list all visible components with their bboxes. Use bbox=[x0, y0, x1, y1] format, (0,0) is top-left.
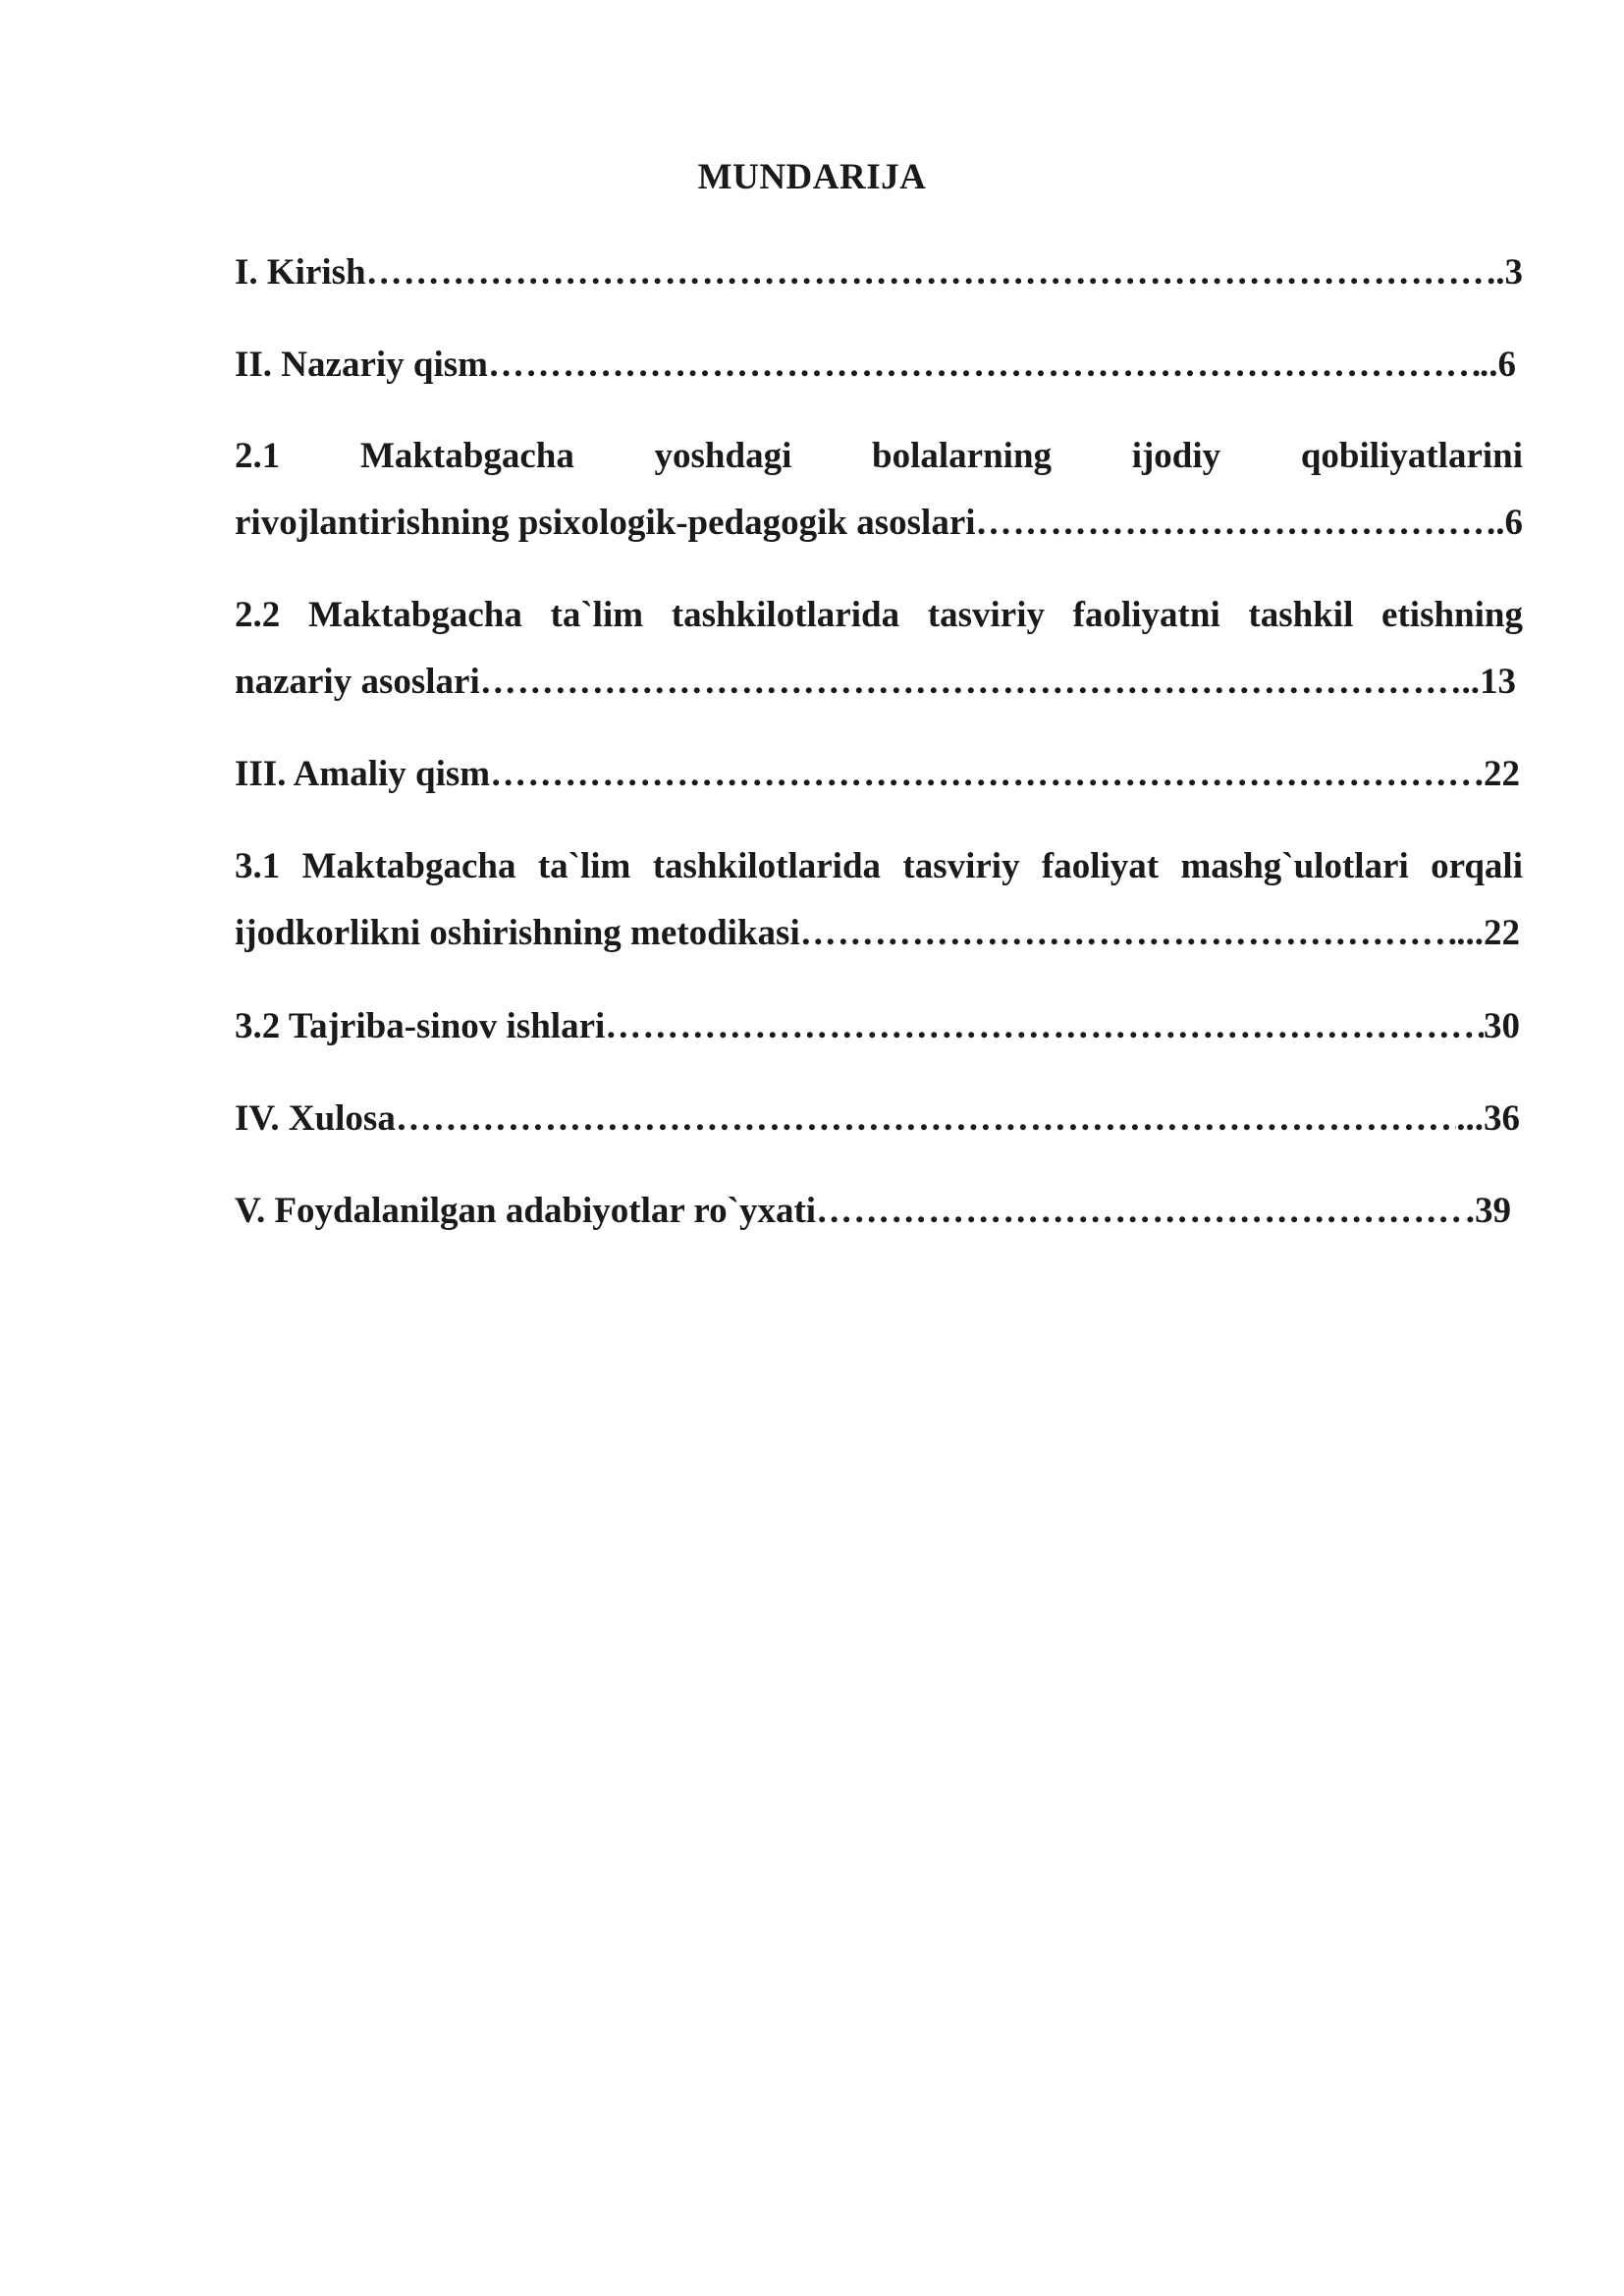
toc-page-number: ..6 bbox=[1487, 501, 1523, 546]
toc-entry-text: V. Foydalanilgan adabiyotlar ro`yxati bbox=[235, 1189, 816, 1234]
toc-page-number: .3 bbox=[1495, 250, 1523, 295]
toc-page-number: .22 bbox=[1475, 752, 1520, 797]
toc-entry-2-1-line1 bbox=[235, 434, 1523, 479]
toc-entry-2-1 bbox=[235, 501, 1523, 546]
toc-entry-text: rivojlantirishning psixologik-pedagogik asoslari bbox=[235, 501, 976, 546]
toc-entry-text: I. Kirish bbox=[235, 250, 366, 295]
dot-leader bbox=[488, 343, 1480, 388]
dot-leader bbox=[490, 752, 1475, 797]
dot-leader bbox=[480, 660, 1462, 705]
toc-entry-text: IV. Xulosa bbox=[235, 1096, 396, 1142]
toc-entry-text: ijodkorlikni oshirishning metodikasi bbox=[235, 911, 800, 956]
toc-entry-xulosa bbox=[235, 1096, 1520, 1142]
page-title: MUNDARIJA bbox=[697, 157, 927, 197]
toc-page-number: ...36 bbox=[1456, 1096, 1520, 1142]
toc-entry-adabiyotlar bbox=[235, 1189, 1511, 1234]
dot-leader bbox=[800, 911, 1457, 956]
toc-page-number: ..6 bbox=[1480, 343, 1516, 388]
toc-entry-text: nazariy asoslari bbox=[235, 660, 480, 705]
toc-page-number: 30 bbox=[1484, 1004, 1520, 1049]
toc-page-number: ..13 bbox=[1462, 660, 1517, 705]
toc-entry-amaliy-qism bbox=[235, 752, 1520, 797]
toc-entry-3-1 bbox=[235, 911, 1520, 956]
dot-leader bbox=[976, 501, 1487, 546]
dot-leader bbox=[816, 1189, 1466, 1234]
dot-leader bbox=[366, 250, 1496, 295]
toc-entry-text: 3.2 Tajriba-sinov ishlari bbox=[235, 1004, 605, 1049]
toc-entry-kirish bbox=[235, 250, 1523, 295]
toc-page-number: .39 bbox=[1466, 1189, 1511, 1234]
dot-leader bbox=[396, 1096, 1456, 1142]
toc-entry-tajriba-sinov bbox=[235, 1004, 1520, 1049]
toc-entry-text: II. Nazariy qism bbox=[235, 343, 488, 388]
toc-entry-text: III. Amaliy qism bbox=[235, 752, 490, 797]
toc-entry-text: 2.1 Maktabgacha yoshdagi bolalarning ijodiy qobiliyatlarini bbox=[235, 436, 1523, 476]
toc-entry-2-2 bbox=[235, 660, 1516, 705]
toc-entry-3-1-line1 bbox=[235, 844, 1523, 889]
toc-entry-2-2-line1 bbox=[235, 593, 1523, 638]
toc-page-number: ...22 bbox=[1456, 911, 1520, 956]
toc-entry-text: 2.2 Maktabgacha ta`lim tashkilotlarida tasviriy faoliyatni tashkil etishning bbox=[235, 595, 1523, 635]
toc-entry-text: 3.1 Maktabgacha ta`lim tashkilotlarida tasviriy faoliyat mashg`ulotlari orqali bbox=[235, 846, 1523, 886]
toc-entry-nazariy-qism bbox=[235, 343, 1516, 388]
dot-leader bbox=[605, 1004, 1484, 1049]
